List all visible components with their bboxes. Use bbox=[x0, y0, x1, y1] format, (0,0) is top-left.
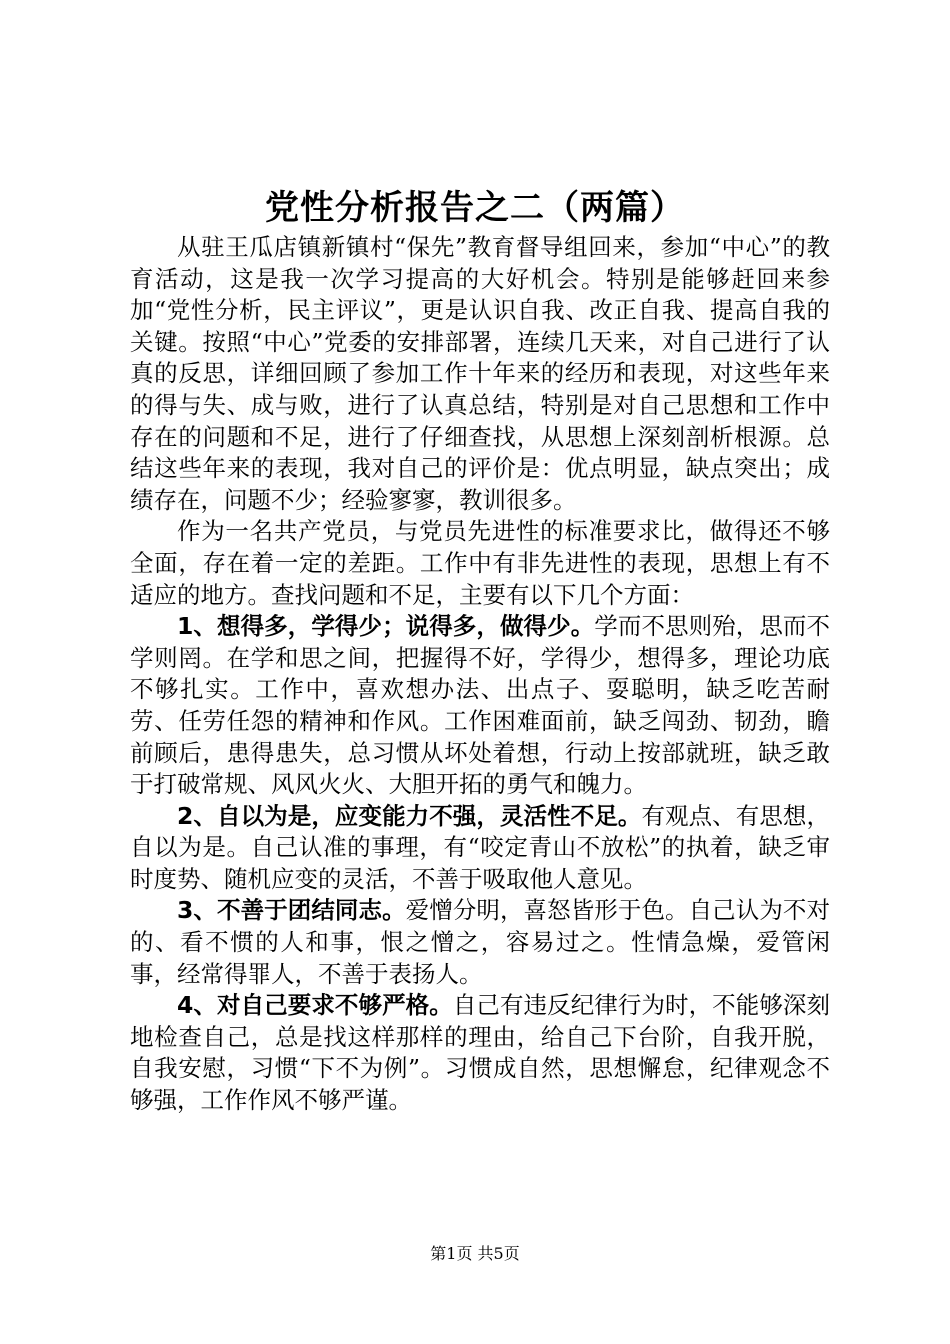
paragraph-point-2 bbox=[130, 801, 830, 896]
paragraph-text: 有观点、有思想，自以为是。自己认准的事理，有“咬定青山不放松”的执着，缺乏审时度势、随机应变的灵活，不善于吸取他人意见。 bbox=[130, 801, 830, 893]
paragraph-lead: 4、对自己要求不够严格。 bbox=[177, 991, 453, 1020]
paragraph-lead: 2、自以为是，应变能力不强，灵活性不足。 bbox=[177, 801, 642, 830]
paragraph-text: 爱憎分明，喜怒皆形于色。自己认为不对的、看不惯的人和事，恨之憎之，容易过之。性情急燥，爱管闲事，经常得罪人，不善于表扬人。 bbox=[130, 896, 831, 988]
paragraph-overview bbox=[130, 516, 830, 611]
document-title: 党性分析报告之二（两篇） bbox=[265, 188, 685, 228]
paragraph-text: 自己有违反纪律行为时，不能够深刻地检查自己，总是找这样那样的理由，给自己下台阶，自我开脱，自我安慰，习惯“下不为例”。习惯成自然，思想懈怠，纪律观念不够强，工作作风不够严谨。 bbox=[130, 991, 831, 1115]
document-body bbox=[130, 232, 830, 1117]
page-number-footer: 第1页 共5页 bbox=[430, 1244, 520, 1263]
paragraph-point-4 bbox=[130, 990, 830, 1116]
paragraph-text: 从驻王瓜店镇新镇村“保先”教育督导组回来，参加“中心”的教育活动，这是我一次学习提高的大好机会。特别是能够赶回来参加“党性分析，民主评议”，更是认识自我、改正自我、提高自我的关键。按照“中心”党委的安排部署，连续几天来，对自己进行了认真的反思，详细回顾了参加工作十年来的经历和表现，对这些年来的得与失、成与败，进行了认真总结，特别是对自己思想和工作中存在的问题和不足，进行了仔细查找，从思想上深刻剖析根源。总结这些年来的表现，我对自己的评价是：优点明显，缺点突出；成绩存在，问题不少；经验寥寥，教训很多。 bbox=[130, 233, 830, 514]
paragraph-lead: 1、想得多，学得少；说得多，做得少。 bbox=[177, 612, 595, 641]
paragraph-text: 学而不思则殆，思而不学则罔。在学和思之间，把握得不好，学得少，想得多，理论功底不够扎实。工作中，喜欢想办法、出点子、耍聪明，缺乏吃苦耐劳、任劳任怨的精神和作风。工作困难面前，缺乏闯劲、韧劲，瞻前顾后，患得患失，总习惯从坏处着想，行动上按部就班，缺乏敢于打破常规、风风火火、大胆开拓的勇气和魄力。 bbox=[130, 612, 830, 799]
paragraph-point-1 bbox=[130, 611, 830, 801]
paragraph-intro bbox=[130, 232, 830, 516]
paragraph-point-3 bbox=[130, 895, 830, 990]
paragraph-lead: 3、不善于团结同志。 bbox=[177, 896, 406, 925]
paragraph-text: 作为一名共产党员，与党员先进性的标准要求比，做得还不够全面，存在着一定的差距。工作中有非先进性的表现，思想上有不适应的地方。查找问题和不足，主要有以下几个方面： bbox=[130, 517, 830, 609]
